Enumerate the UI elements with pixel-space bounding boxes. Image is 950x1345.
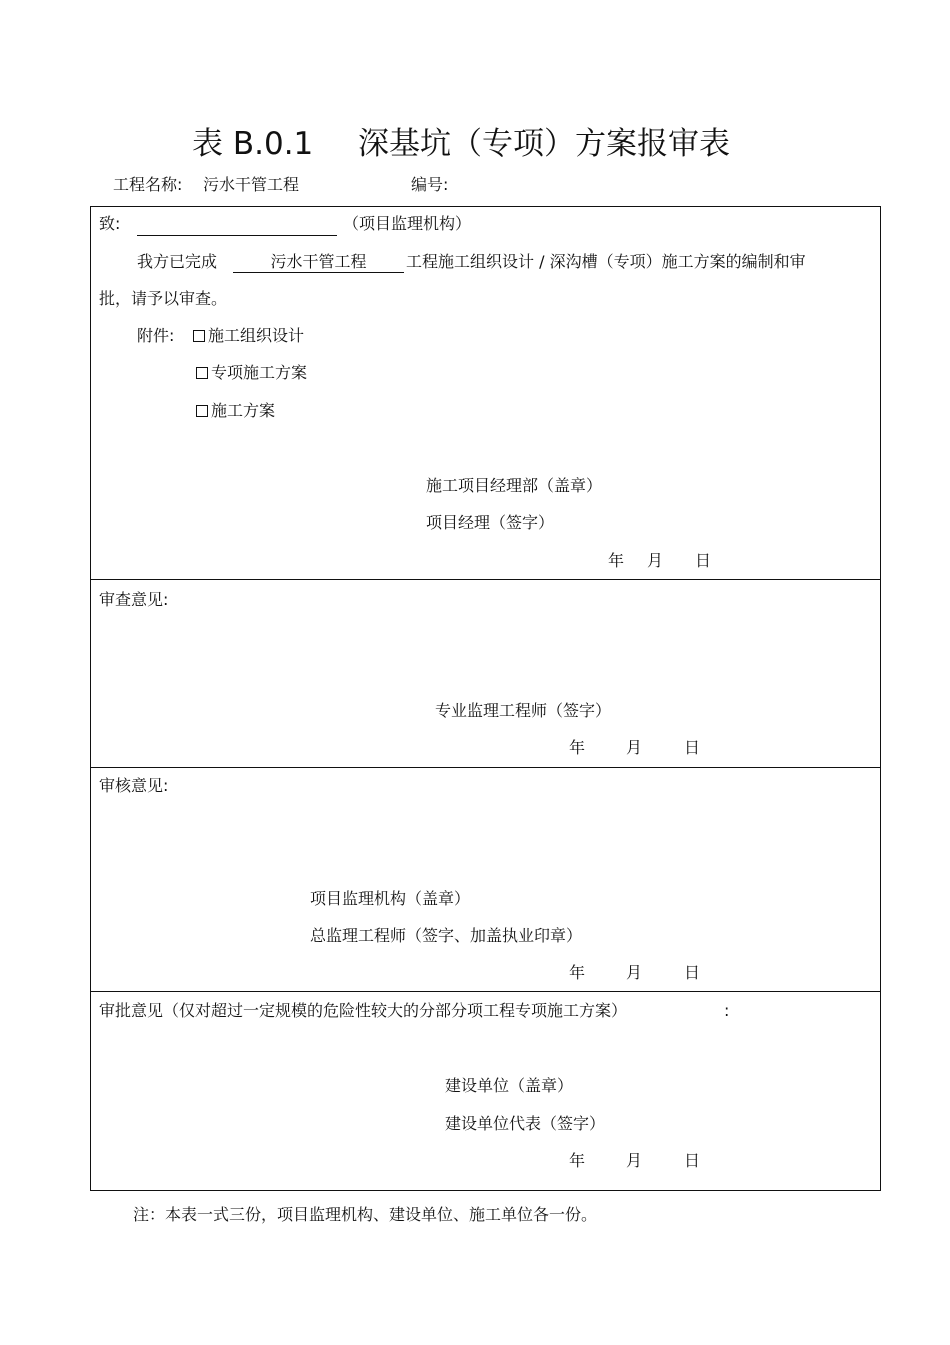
project-name-label: 工程名称:	[113, 175, 183, 194]
audit-label: 审核意见:	[99, 776, 169, 795]
review-label: 审查意见:	[99, 590, 169, 609]
section-divider	[90, 767, 881, 768]
statement-project-name: 污水干管工程	[233, 254, 404, 273]
sign-person: 项目经理（签字）	[426, 513, 555, 532]
audit-sign-dept: 项目监理机构（盖章）	[310, 889, 471, 908]
approve-label-colon: :	[724, 1001, 730, 1020]
attachment-label: 专项施工方案	[211, 363, 308, 382]
statement-line2: 批，请予以审查。	[99, 289, 228, 308]
date-day: 日	[695, 551, 712, 570]
attachment-item	[196, 403, 275, 419]
date-year: 年	[569, 738, 586, 757]
date-day: 日	[684, 1151, 701, 1170]
section-divider	[90, 579, 881, 580]
attachments-label: 附件:	[137, 326, 175, 345]
form-number: 表 B.0.1	[192, 126, 314, 162]
section-divider	[90, 991, 881, 992]
serial-label: 编号:	[411, 175, 449, 194]
form-table	[90, 206, 881, 1191]
attachment-label: 施工方案	[211, 401, 276, 420]
date-year: 年	[569, 1151, 586, 1170]
date-month: 月	[626, 738, 643, 757]
statement-suffix: 工程施工组织设计 / 深沟槽（专项）施工方案的编制和审	[406, 252, 806, 271]
checkbox[interactable]	[196, 367, 208, 379]
to-recipient-line	[137, 235, 337, 236]
date-year: 年	[608, 551, 625, 570]
date-year: 年	[569, 963, 586, 982]
attachment-item	[196, 365, 307, 381]
page-title: 深基坑（专项）方案报审表	[358, 126, 730, 162]
to-label: 致:	[99, 214, 121, 233]
date-day: 日	[684, 738, 701, 757]
checkbox[interactable]	[193, 330, 205, 342]
date-month: 月	[626, 1151, 643, 1170]
attachment-label: 施工组织设计	[208, 326, 305, 345]
checkbox[interactable]	[196, 405, 208, 417]
project-name-value: 污水干管工程	[203, 175, 300, 194]
footnote: 注：本表一式三份，项目监理机构、建设单位、施工单位各一份。	[133, 1205, 598, 1224]
date-month: 月	[626, 963, 643, 982]
attachment-item	[193, 328, 304, 344]
date-day: 日	[684, 963, 701, 982]
approve-sign-dept: 建设单位（盖章）	[445, 1076, 574, 1095]
statement-prefix: 我方已完成	[137, 252, 218, 271]
review-sign-person: 专业监理工程师（签字）	[435, 701, 612, 720]
approve-label: 审批意见（仅对超过一定规模的危险性较大的分部分项工程专项施工方案）	[99, 1001, 628, 1020]
audit-sign-person: 总监理工程师（签字、加盖执业印章）	[310, 926, 583, 945]
approve-sign-person: 建设单位代表（签字）	[445, 1114, 606, 1133]
to-recipient-suffix: （项目监理机构）	[343, 214, 472, 233]
sign-dept: 施工项目经理部（盖章）	[426, 476, 603, 495]
date-month: 月	[647, 551, 664, 570]
